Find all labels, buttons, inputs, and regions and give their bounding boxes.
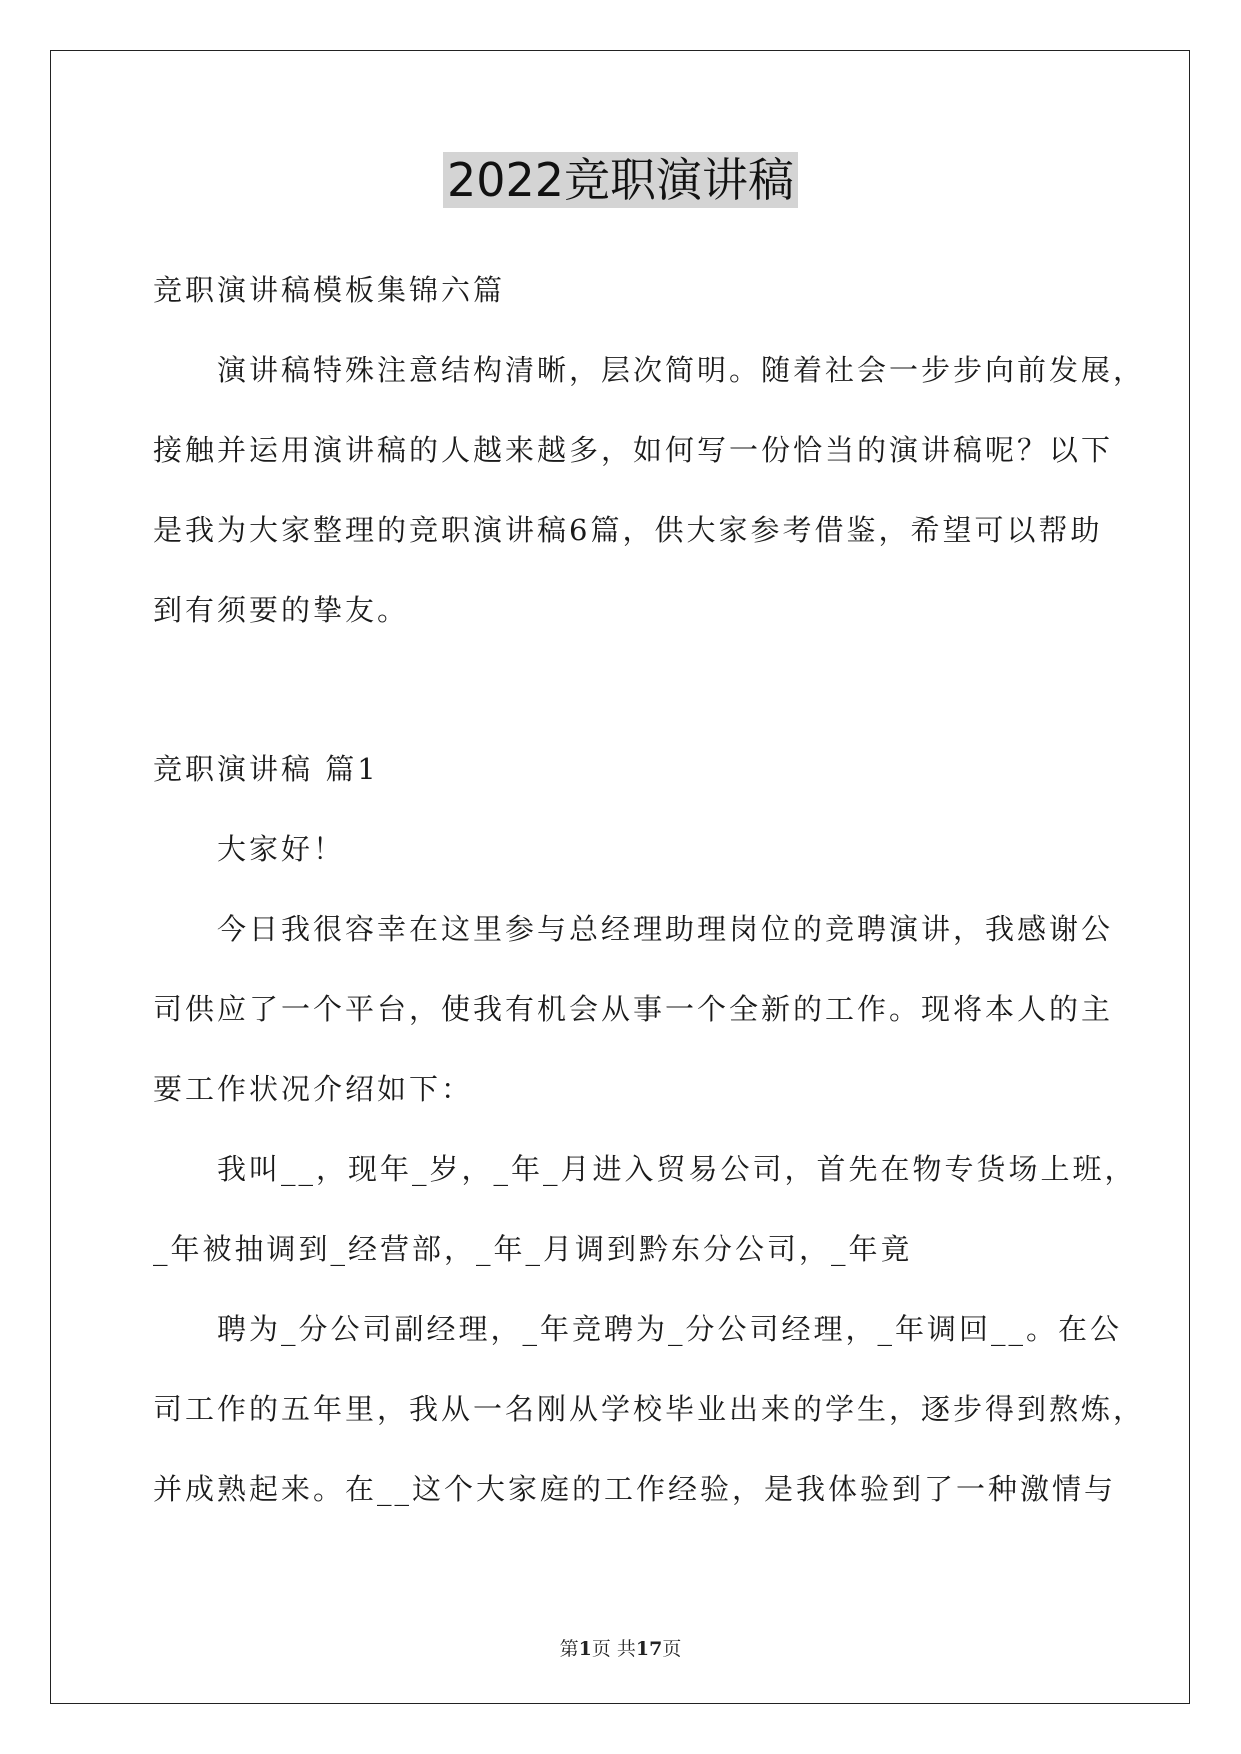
paragraph-line: 要工作状况介绍如下：: [153, 1072, 474, 1106]
document-title: 2022竞职演讲稿: [443, 152, 798, 208]
intro-line: 演讲稿特殊注意结构清晰，层次简明。随着社会一步步向前发展，: [217, 353, 1146, 387]
paragraph-line: 我叫__，现年_岁，_年_月进入贸易公司，首先在物专货场上班，: [217, 1152, 1137, 1186]
footer-page-prefix: 第: [559, 1638, 579, 1660]
paragraph-line: 并成熟起来。在__这个大家庭的工作经验，是我体验到了一种激情与: [153, 1472, 1117, 1506]
intro-line: 到有须要的挚友。: [153, 593, 410, 627]
page-footer: [0, 1634, 1241, 1661]
footer-page-total: 17: [635, 1638, 663, 1660]
paragraph-line: 聘为_分公司副经理，_年竞聘为_分公司经理，_年调回__。在公: [217, 1312, 1123, 1346]
intro-line: 是我为大家整理的竞职演讲稿6篇，供大家参考借鉴，希望可以帮助: [153, 513, 1103, 547]
paragraph-line: _年被抽调到_经营部，_年_月调到黔东分公司，_年竟: [153, 1232, 913, 1266]
paragraph-line: 今日我很容幸在这里参与总经理助理岗位的竞聘演讲，我感谢公: [217, 912, 1114, 946]
title-container: [0, 152, 1241, 208]
footer-page-suffix: 页: [662, 1638, 682, 1660]
paragraph-line: 司工作的五年里，我从一名刚从学校毕业出来的学生，逐步得到熬炼，: [153, 1392, 1146, 1426]
footer-page-current: 1: [578, 1638, 592, 1660]
section-heading: 竞职演讲稿 篇1: [153, 752, 379, 786]
paragraph-line: 司供应了一个平台，使我有机会从事一个全新的工作。现将本人的主: [153, 992, 1114, 1026]
document-body: [153, 250, 1146, 1529]
footer-page-mid: 页 共: [591, 1638, 636, 1660]
greeting: 大家好！: [217, 832, 346, 866]
intro-line: 接触并运用演讲稿的人越来越多，如何写一份恰当的演讲稿呢？以下: [153, 433, 1114, 467]
document-subtitle: 竞职演讲稿模板集锦六篇: [153, 273, 506, 307]
